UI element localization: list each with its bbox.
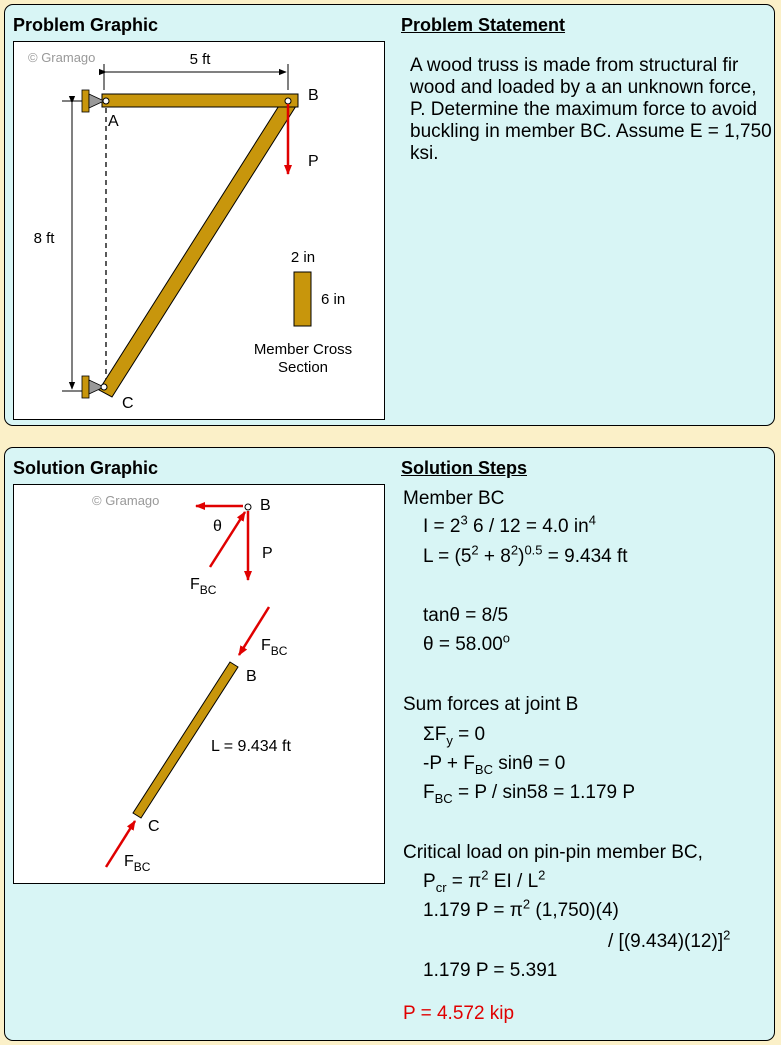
step-sum-forces: Sum forces at joint B [403, 694, 579, 715]
step-eq6: / $[(9.434)(12)]^2$ [608, 927, 731, 952]
step-eq2: $-P + F_{BC}$ sinθ = 0 [423, 753, 566, 777]
step-length: $L = (5^2 + 8^2)^{0.5} = 9.434$ ft [423, 542, 628, 567]
step-eq7: 1.179 P = 5.391 [423, 960, 558, 981]
step-critical: Critical load on pin-pin member BC, [403, 842, 703, 863]
solution-panel [4, 447, 775, 1041]
copyright: © Gramago [92, 493, 160, 508]
label-a: A [108, 113, 119, 130]
dim-top-label: 5 ft [189, 51, 211, 68]
label-fbc-3: $F_{BC}$ [124, 853, 151, 874]
solution-graphic-box [13, 484, 385, 884]
label-theta: θ [213, 518, 222, 535]
label-b: B [260, 497, 271, 514]
step-member-bc: Member BC [403, 488, 505, 509]
pin-c [101, 384, 107, 390]
label-c: C [148, 818, 160, 835]
problem-graphic-box [13, 41, 385, 420]
label-fbc-2: $F_{BC}$ [261, 637, 288, 658]
cs-height-label: 6 in [321, 291, 346, 308]
joint-b [245, 504, 251, 510]
problem-panel [4, 4, 775, 426]
step-theta: $\theta = 58.00^o$ [423, 630, 511, 655]
label-c: C [122, 395, 134, 412]
cs-caption-2: Section [277, 359, 329, 376]
problem-statement-title: Problem Statement [401, 15, 566, 35]
wall-a [82, 90, 89, 112]
label-b: B [308, 87, 319, 104]
answer: P = 4.572 kip [403, 1003, 515, 1024]
cs-width-label: 2 in [290, 249, 316, 266]
dim-left-label: 8 ft [33, 230, 55, 247]
problem-statement: A wood truss is made from structural fir wood and loaded by a an unknown force, P. Determine the maximum force to avoid buckling in member BC. Assume E = 1,750 ksi. [410, 55, 772, 164]
free-body-diagram [14, 485, 386, 885]
solution-steps-title: Solution Steps [401, 458, 527, 478]
step-sum-fy: $\Sigma F_y = 0$ [423, 724, 486, 748]
copyright: © Gramago [28, 50, 96, 65]
label-b2: B [246, 668, 257, 685]
pin-b [285, 98, 291, 104]
problem-graphic-title: Problem Graphic [13, 15, 159, 35]
wall-c [82, 376, 89, 398]
pin-a [103, 98, 109, 104]
step-tan: tanθ = 8/5 [423, 605, 509, 626]
step-inertia: $I = 2^3$ 6 / 12 = 4.0 $in^4$ [423, 512, 596, 537]
cs-caption-1: Member Cross [253, 341, 353, 358]
cross-section [294, 272, 311, 326]
step-eq3: $F_{BC} = P / \sin 58 = 1.179$ P [423, 782, 636, 806]
label-p: P [262, 545, 273, 562]
label-p: P [308, 153, 319, 170]
label-length: L = 9.434 ft [211, 738, 291, 755]
step-eq5: 1.179 $P = \pi^2$ (1,750)(4) [423, 896, 619, 921]
truss-diagram [14, 42, 386, 421]
solution-graphic-title: Solution Graphic [13, 458, 159, 478]
label-fbc-1: $F_{BC}$ [190, 576, 217, 597]
member-ab [102, 94, 298, 107]
step-pcr: $P_{cr} = \pi^2$ EI / $L^2$ [423, 867, 546, 895]
